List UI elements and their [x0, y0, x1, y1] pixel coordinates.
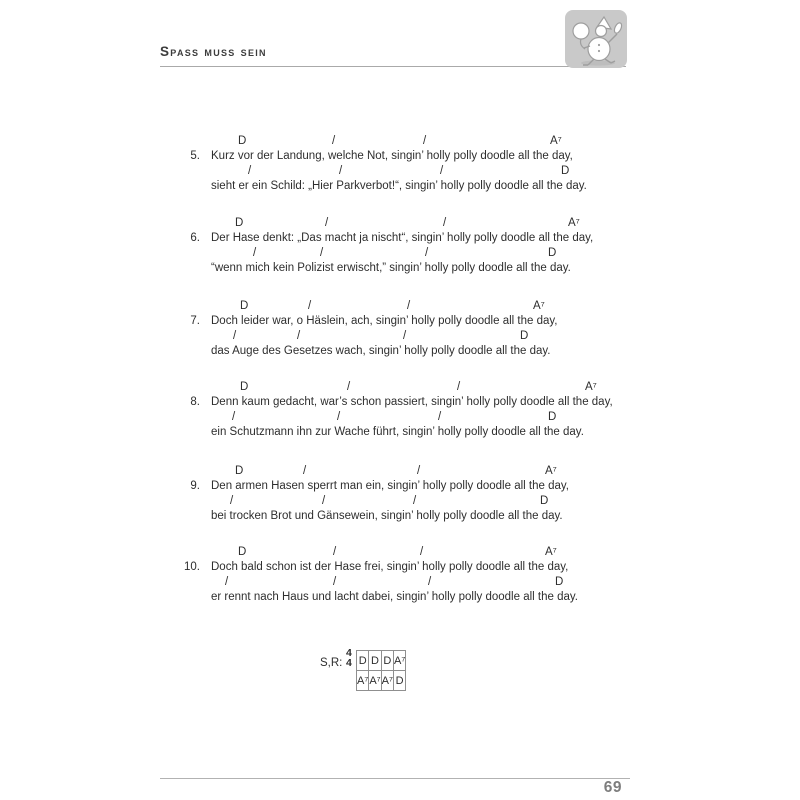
chord-symbol: / — [233, 330, 237, 342]
time-signature-top: 4 — [346, 647, 352, 659]
chord-cell: D — [369, 651, 381, 671]
chord-symbol: / — [303, 465, 307, 477]
chord-table-label: S,R: — [320, 657, 343, 669]
lyric-text: Kurz vor der Landung, welche Not, singin’ holly polly doodle all the day, — [211, 150, 573, 162]
lyric-text: das Auge des Gesetzes wach, singin’ holly polly doodle all the day. — [211, 345, 551, 357]
lyric-line — [176, 510, 621, 525]
chord-line — [176, 411, 621, 426]
chord-symbol: / — [413, 495, 417, 507]
chord-symbol: / — [308, 300, 312, 312]
chord-line — [176, 165, 621, 180]
chord-symbol: / — [337, 411, 341, 423]
chord-symbol: / — [297, 330, 301, 342]
chord-symbol: / — [423, 135, 427, 147]
verse — [176, 217, 621, 277]
chord-symbol: A⁷ — [550, 135, 562, 147]
chord-grid-row — [357, 651, 406, 671]
chord-symbol: D — [520, 330, 529, 342]
lyric-text: er rennt nach Haus und lacht dabei, singin’ holly polly doodle all the day. — [211, 591, 578, 603]
lyric-text: sieht er ein Schild: „Hier Parkverbot!“, singin’ holly polly doodle all the day. — [211, 180, 587, 192]
verse — [176, 135, 621, 195]
chord-line — [176, 300, 621, 315]
lyric-text: Den armen Hasen sperrt man ein, singin’ holly polly doodle all the day, — [211, 480, 569, 492]
verse-number: 7. — [190, 315, 200, 327]
chord-grid-row — [357, 671, 406, 691]
chord-line — [176, 330, 621, 345]
lyric-line — [176, 396, 621, 411]
chord-symbol: A⁷ — [545, 546, 557, 558]
verse-number: 8. — [190, 396, 200, 408]
lyric-text: Doch bald schon ist der Hase frei, singin’ holly polly doodle all the day, — [211, 561, 569, 573]
header-divider — [160, 66, 626, 67]
chord-symbol: D — [238, 135, 247, 147]
time-signature-bottom: 4 — [346, 656, 352, 669]
chord-line — [176, 247, 621, 262]
lyric-line — [176, 561, 621, 576]
chord-symbol: / — [347, 381, 351, 393]
chord-symbol: / — [320, 247, 324, 259]
chord-symbol: / — [325, 217, 329, 229]
chord-symbol: / — [403, 330, 407, 342]
chord-symbol: D — [240, 381, 249, 393]
chord-symbol: / — [417, 465, 421, 477]
lyric-text: “wenn mich kein Polizist erwischt,” singin’ holly polly doodle all the day. — [211, 262, 571, 274]
chord-symbol: / — [440, 165, 444, 177]
chord-grid — [356, 650, 406, 691]
chord-symbol: / — [225, 576, 229, 588]
chord-line — [176, 576, 621, 591]
chord-symbol: / — [438, 411, 442, 423]
chord-symbol: A⁷ — [568, 217, 580, 229]
chord-symbol: / — [248, 165, 252, 177]
chord-symbol: / — [428, 576, 432, 588]
page-title: Spass muss sein — [160, 44, 267, 59]
chord-symbol: / — [232, 411, 236, 423]
chord-cell: D — [357, 651, 369, 671]
verse-number: 9. — [190, 480, 200, 492]
chord-symbol: / — [322, 495, 326, 507]
lyric-line — [176, 480, 621, 495]
chord-symbol: D — [238, 546, 247, 558]
chord-symbol: / — [333, 576, 337, 588]
clown-icon — [565, 10, 627, 68]
verse-number: 10. — [184, 561, 200, 573]
chord-symbol: D — [561, 165, 570, 177]
chord-symbol: D — [540, 495, 549, 507]
chord-symbol: / — [443, 217, 447, 229]
chord-symbol: / — [425, 247, 429, 259]
page-number: 69 — [603, 779, 622, 796]
lyric-text: Doch leider war, o Häslein, ach, singin’ holly polly doodle all the day, — [211, 315, 558, 327]
chord-symbol: / — [457, 381, 461, 393]
lyric-line — [176, 426, 621, 441]
time-signature — [346, 649, 352, 668]
chord-symbol: / — [420, 546, 424, 558]
verse — [176, 381, 621, 441]
chord-cell: A⁷ — [369, 671, 381, 691]
chord-symbol: A⁷ — [585, 381, 597, 393]
chord-line — [176, 546, 621, 561]
chord-symbol: / — [407, 300, 411, 312]
chord-line — [176, 135, 621, 150]
chord-cell: A⁷ — [381, 671, 393, 691]
verse — [176, 300, 621, 360]
chord-symbol: D — [240, 300, 249, 312]
chord-symbol: A⁷ — [533, 300, 545, 312]
lyric-text: ein Schutzmann ihn zur Wache führt, singin’ holly polly doodle all the day. — [211, 426, 584, 438]
chord-symbol: / — [230, 495, 234, 507]
lyric-line — [176, 180, 621, 195]
verse-number: 6. — [190, 232, 200, 244]
lyric-text: Denn kaum gedacht, war’s schon passiert, singin’ holly polly doodle all the day, — [211, 396, 613, 408]
chord-symbol: / — [333, 546, 337, 558]
chord-symbol: D — [235, 217, 244, 229]
lyric-line — [176, 345, 621, 360]
chord-line — [176, 381, 621, 396]
lyric-line — [176, 150, 621, 165]
lyric-line — [176, 262, 621, 277]
lyric-text: Der Hase denkt: „Das macht ja nischt“, singin’ holly polly doodle all the day, — [211, 232, 594, 244]
footer-divider — [160, 778, 630, 779]
chord-line — [176, 495, 621, 510]
chord-symbol: D — [548, 411, 557, 423]
chord-line — [176, 217, 621, 232]
chord-symbol: / — [339, 165, 343, 177]
chord-symbol: D — [235, 465, 244, 477]
chord-cell: A⁷ — [393, 651, 405, 671]
chord-cell: D — [381, 651, 393, 671]
verse-number: 5. — [190, 150, 200, 162]
chord-symbol: / — [253, 247, 257, 259]
verse — [176, 546, 621, 606]
chord-symbol: / — [332, 135, 336, 147]
lyric-line — [176, 591, 621, 606]
chord-symbol: D — [548, 247, 557, 259]
chord-cell: A⁷ — [357, 671, 369, 691]
chord-symbol: D — [555, 576, 564, 588]
verse — [176, 465, 621, 525]
lyric-text: bei trocken Brot und Gänsewein, singin’ holly polly doodle all the day. — [211, 510, 563, 522]
lyric-line — [176, 232, 621, 247]
chord-line — [176, 465, 621, 480]
chord-cell: D — [393, 671, 405, 691]
lyric-line — [176, 315, 621, 330]
chord-symbol: A⁷ — [545, 465, 557, 477]
